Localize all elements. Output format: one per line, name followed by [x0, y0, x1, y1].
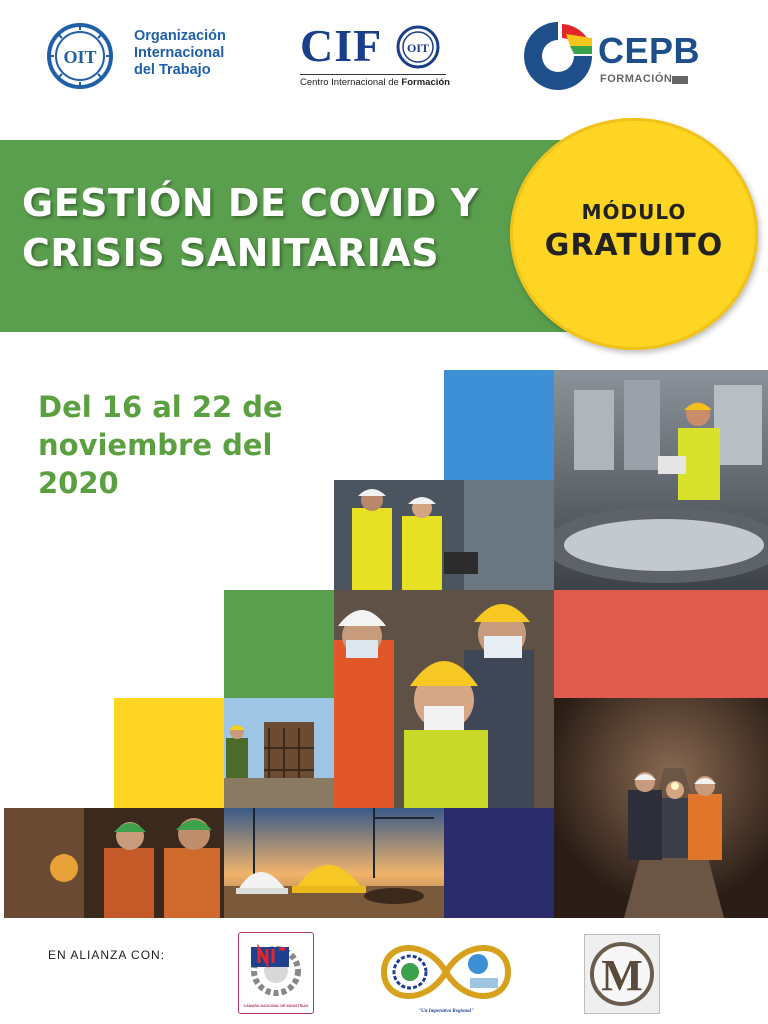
- cif-emblem-text: OIT: [406, 41, 430, 55]
- oit-line-3: del Trabajo: [134, 62, 211, 78]
- course-dates: [38, 388, 358, 502]
- m-logo: [584, 934, 660, 1014]
- mining-welders-photo: [4, 808, 224, 918]
- dates-line-2: noviembre del 2020: [38, 428, 273, 500]
- factory-worker-photo: [554, 370, 768, 590]
- course-title-line-2: CRISIS SANITARIAS: [22, 231, 440, 275]
- badge-line-2: GRATUITO: [544, 228, 724, 263]
- coral-tile: [554, 590, 768, 698]
- course-title-line-1: GESTIÓN DE COVID Y: [22, 181, 479, 225]
- camara-comercio-logo: [378, 930, 514, 1018]
- cepb-underline: [672, 76, 688, 84]
- hardhats-table-photo: [224, 808, 444, 918]
- cif-divider: [300, 74, 446, 75]
- cif-subtitle: [300, 77, 450, 88]
- camara-comercio-caption: "Un Imperativo Regional": [418, 1009, 474, 1014]
- mine-tunnel-photo: [554, 698, 768, 918]
- blue-tile: [444, 370, 554, 480]
- oit-name: [134, 28, 264, 79]
- cepb-subtitle: FORMACIÓN: [600, 73, 673, 85]
- cif-subtitle-prefix: Centro Internacional de: [300, 77, 402, 88]
- badge-line-1: MÓDULO: [581, 200, 687, 224]
- oit-emblem: [40, 22, 122, 90]
- cepb-emblem: [518, 18, 598, 94]
- m-logo-letter: M: [601, 951, 643, 1000]
- cif-subtitle-bold: Formación: [401, 77, 450, 88]
- course-title: [22, 178, 542, 278]
- oit-line-2: Internacional: [134, 45, 225, 61]
- cepb-wordmark: CEPB: [598, 30, 701, 71]
- construction-site-photo: [224, 698, 334, 808]
- cif-oit-emblem: [392, 24, 444, 70]
- cif-wordmark: CIF: [300, 20, 383, 71]
- cni-caption: CÁMARA NACIONAL DE INDUSTRIAS: [243, 1004, 309, 1008]
- navy-tile: [444, 808, 554, 918]
- masked-workers-photo: [334, 590, 554, 808]
- oit-line-1: Organización: [134, 28, 226, 44]
- cni-logo: [238, 932, 314, 1014]
- oit-emblem-text: OIT: [63, 47, 97, 67]
- green-tile: [224, 590, 334, 698]
- alliance-label: EN ALIANZA CON:: [48, 948, 166, 962]
- engineers-laptop-photo: [334, 480, 554, 590]
- dates-line-1: Del 16 al 22 de: [38, 390, 283, 424]
- yellow-tile: [114, 698, 224, 808]
